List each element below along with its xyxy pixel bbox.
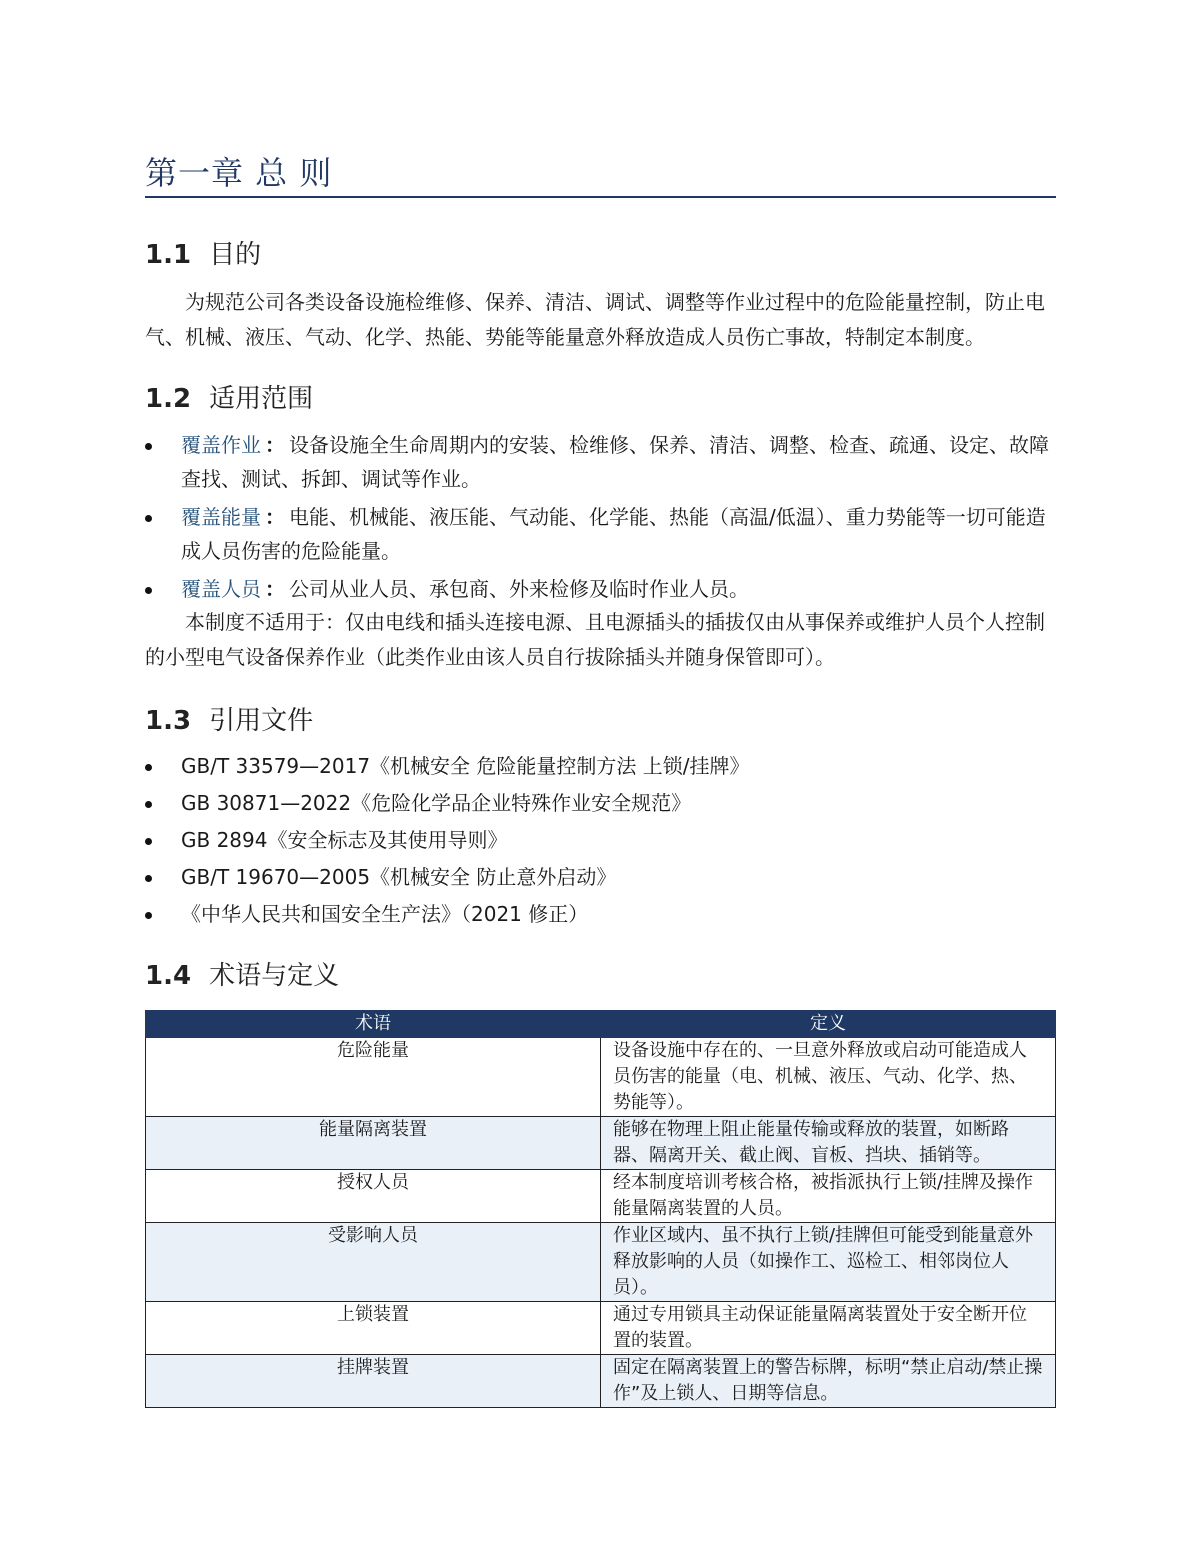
scope-text: 设备设施全生命周期内的安装、检维修、保养、清洁、调整、检查、疏通、设定、故障查找、测试、拆卸、调试等作业。 [181, 433, 1049, 491]
scope-separator: ： [265, 433, 285, 457]
references-list [145, 749, 1056, 934]
reference-text: GB/T 33579—2017《机械安全 危险能量控制方法 上锁/挂牌》 [181, 754, 750, 778]
list-item [145, 749, 1056, 783]
bullet-icon [145, 912, 152, 919]
table-row [146, 1302, 1056, 1355]
bullet-icon [145, 587, 152, 594]
section-title: 术语与定义 [209, 961, 340, 991]
section-title: 引用文件 [209, 706, 314, 736]
term-cell: 授权人员 [146, 1170, 601, 1223]
column-header-definition: 定义 [601, 1011, 1056, 1038]
bullet-icon [145, 875, 152, 882]
definition-cell: 能够在物理上阻止能量传输或释放的装置，如断路器、隔离开关、截止阀、盲板、挡块、插销等。 [601, 1117, 1056, 1170]
list-item [145, 897, 1056, 931]
term-cell: 能量隔离装置 [146, 1117, 601, 1170]
scope-label: 覆盖人员 [181, 577, 261, 601]
definition-cell: 作业区域内、虽不执行上锁/挂牌但可能受到能量意外释放影响的人员（如操作工、巡检工、相邻岗位人员）。 [601, 1223, 1056, 1302]
bullet-icon [145, 838, 152, 845]
scope-text: 电能、机械能、液压能、气动能、化学能、热能（高温/低温）、重力势能等一切可能造成人员伤害的危险能量。 [181, 505, 1046, 563]
reference-text: GB/T 19670—2005《机械安全 防止意外启动》 [181, 865, 617, 889]
definition-cell: 通过专用锁具主动保证能量隔离装置处于安全断开位置的装置。 [601, 1302, 1056, 1355]
column-header-term: 术语 [146, 1011, 601, 1038]
purpose-paragraph: 为规范公司各类设备设施检维修、保养、清洁、调试、调整等作业过程中的危险能量控制，防止电气、机械、液压、气动、化学、热能、势能等能量意外释放造成人员伤亡事故，特制定本制度。 [145, 290, 1045, 349]
scope-exclusion: 本制度不适用于：仅由电线和插头连接电源、且电源插头的插拔仅由从事保养或维护人员个人控制的小型电气设备保养作业（此类作业由该人员自行拔除插头并随身保管即可）。 [145, 610, 1045, 669]
section-heading-references [145, 700, 313, 737]
bullet-icon [145, 764, 152, 771]
chapter-title: 第一章 总 则 [145, 154, 333, 192]
scope-list [145, 428, 1056, 606]
terms-table [145, 1010, 1056, 1408]
term-cell: 上锁装置 [146, 1302, 601, 1355]
scope-label: 覆盖作业 [181, 433, 261, 457]
section-number: 1.1 [145, 240, 192, 270]
table-row [146, 1355, 1056, 1408]
section-heading-terms [145, 955, 339, 992]
scope-separator: ： [265, 577, 285, 601]
table-row [146, 1170, 1056, 1223]
list-item [145, 572, 1056, 606]
reference-text: GB 30871—2022《危险化学品企业特殊作业安全规范》 [181, 791, 692, 815]
scope-label: 覆盖能量 [181, 505, 261, 529]
bullet-icon [145, 801, 152, 808]
definition-cell: 设备设施中存在的、一旦意外释放或启动可能造成人员伤害的能量（电、机械、液压、气动、化学、热、势能等）。 [601, 1038, 1056, 1117]
section-heading-scope [145, 378, 313, 415]
section-number: 1.2 [145, 384, 192, 414]
definition-cell: 经本制度培训考核合格，被指派执行上锁/挂牌及操作能量隔离装置的人员。 [601, 1170, 1056, 1223]
bullet-icon [145, 443, 152, 450]
table-row [146, 1038, 1056, 1117]
term-cell: 受影响人员 [146, 1223, 601, 1302]
section-number: 1.3 [145, 706, 192, 736]
scope-separator: ： [265, 505, 285, 529]
bullet-icon [145, 515, 152, 522]
definition-cell: 固定在隔离装置上的警告标牌，标明“禁止启动/禁止操作”及上锁人、日期等信息。 [601, 1355, 1056, 1408]
table-row [146, 1117, 1056, 1170]
reference-text: 《中华人民共和国安全生产法》（2021 修正） [181, 902, 589, 926]
table-row [146, 1223, 1056, 1302]
section-title: 目的 [209, 240, 262, 270]
section-heading-purpose [145, 234, 261, 271]
list-item [145, 823, 1056, 857]
list-item [145, 786, 1056, 820]
chapter-divider [145, 196, 1056, 198]
term-cell: 危险能量 [146, 1038, 601, 1117]
list-item [145, 428, 1056, 496]
term-cell: 挂牌装置 [146, 1355, 601, 1408]
scope-text: 公司从业人员、承包商、外来检修及临时作业人员。 [289, 577, 749, 601]
reference-text: GB 2894《安全标志及其使用导则》 [181, 828, 508, 852]
table-header-row [146, 1011, 1056, 1038]
section-title: 适用范围 [209, 384, 314, 414]
section-number: 1.4 [145, 961, 192, 991]
list-item [145, 860, 1056, 894]
list-item [145, 500, 1056, 568]
